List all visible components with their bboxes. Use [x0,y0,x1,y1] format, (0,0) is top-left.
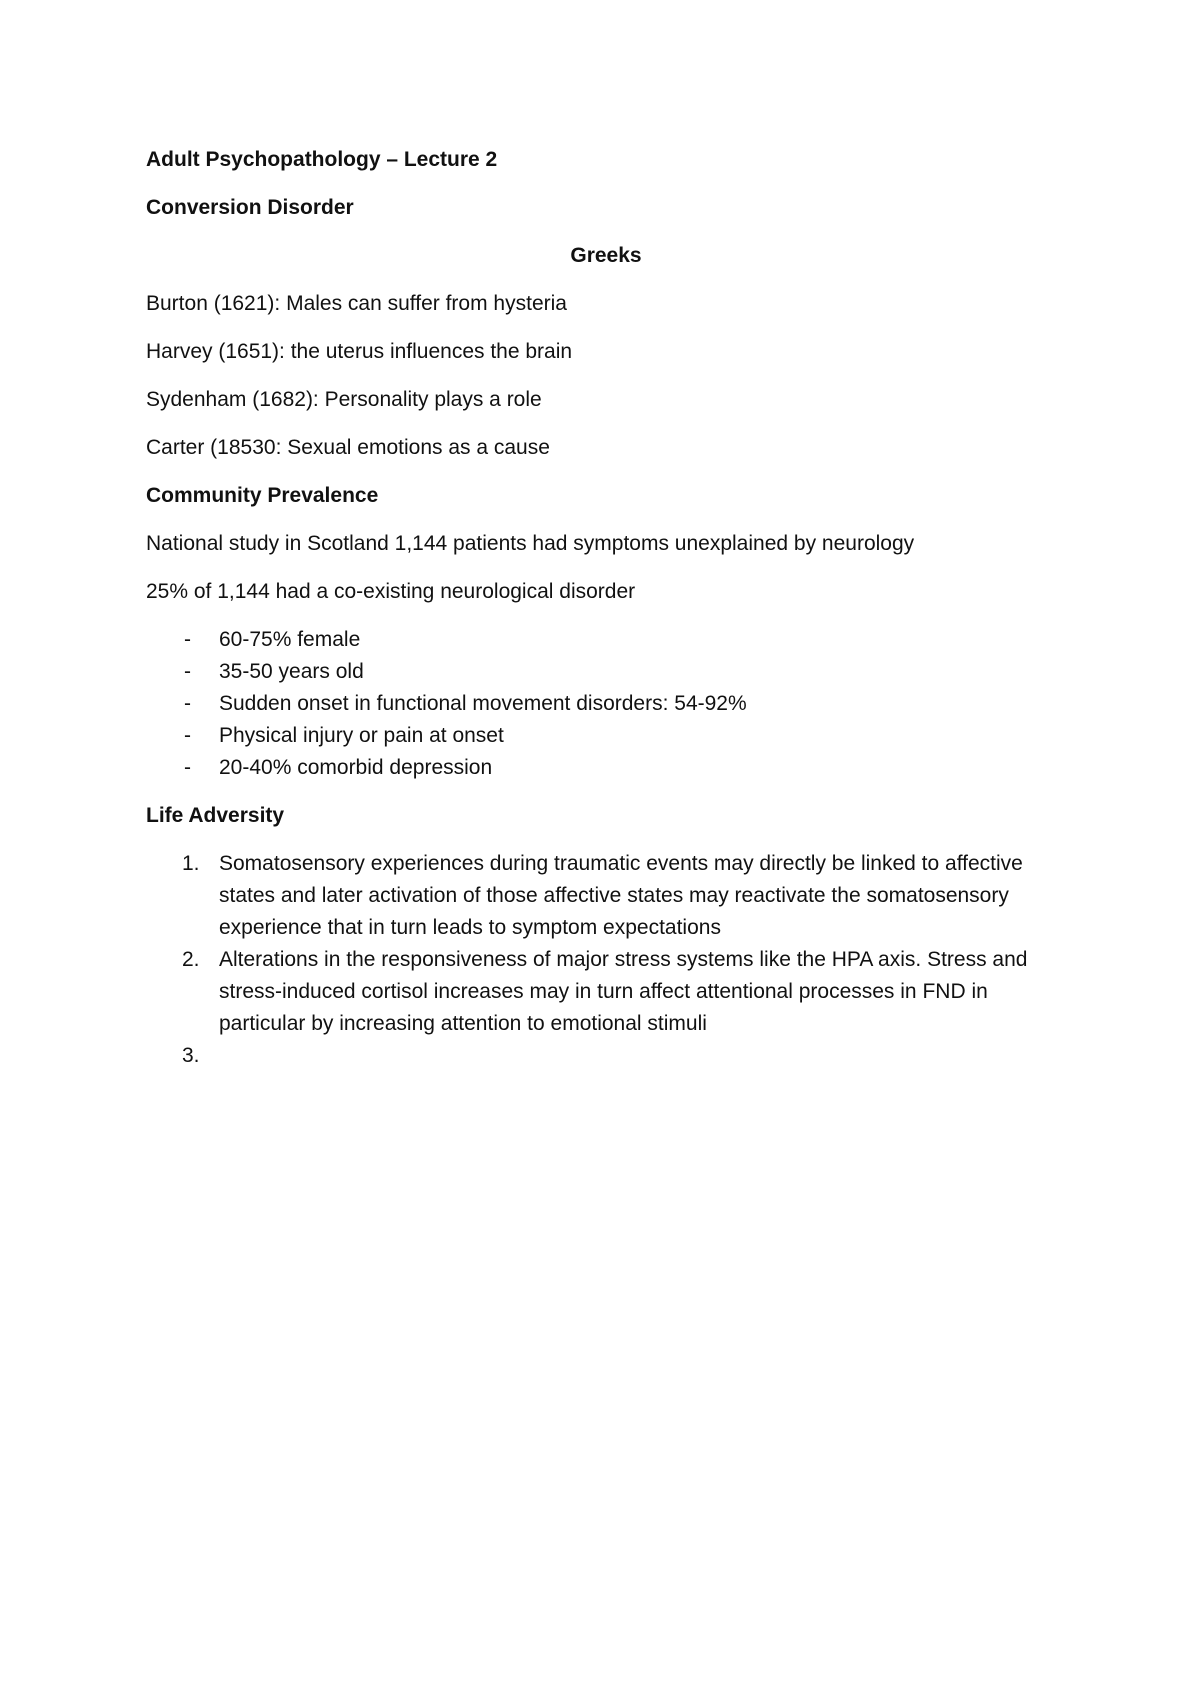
bullet-marker: - [184,724,191,747]
list-item [146,656,1066,688]
list-item-text: 35-50 years old [219,660,364,683]
list-item-text: 20-40% comorbid depression [219,756,493,779]
life-adversity-numbered-list [146,848,1066,1072]
subheading-greeks: Greeks [570,244,642,267]
prevalence-bullet-list [146,624,1066,784]
list-item [146,944,1066,1040]
bullet-marker: - [184,756,191,779]
list-number: 1. [182,852,200,875]
section-heading-conversion-disorder: Conversion Disorder [146,196,354,219]
bullet-marker: - [184,660,191,683]
list-item [146,752,1066,784]
list-number: 3. [182,1044,200,1067]
list-item [146,688,1066,720]
history-line-burton: Burton (1621): Males can suffer from hysteria [146,292,567,315]
list-number: 2. [182,948,200,971]
history-line-harvey: Harvey (1651): the uterus influences the brain [146,340,573,363]
document-body [146,144,1066,1088]
history-line-sydenham: Sydenham (1682): Personality plays a role [146,388,542,411]
prevalence-line-co-existing: 25% of 1,144 had a co-existing neurological disorder [146,580,636,603]
bullet-marker: - [184,692,191,715]
list-item-text: Alterations in the responsiveness of major stress systems like the HPA axis. Stress and stress-induced cortisol increases may in turn affect attentional processes in FND in particular by increasing attention to emotional stimuli [219,948,1028,1035]
list-item [146,720,1066,752]
section-heading-life-adversity: Life Adversity [146,804,285,827]
bullet-marker: - [184,628,191,651]
document-title: Adult Psychopathology – Lecture 2 [146,148,498,171]
section-heading-community-prevalence: Community Prevalence [146,484,379,507]
list-item [146,624,1066,656]
list-item-text: 60-75% female [219,628,361,651]
list-item-text: Somatosensory experiences during traumatic events may directly be linked to affective states and later activation of those affective states may reactivate the somatosensory experience that in turn leads to symptom expectations [219,852,1023,939]
list-item-text: Physical injury or pain at onset [219,724,504,747]
list-item [146,848,1066,944]
prevalence-line-national-study: National study in Scotland 1,144 patients had symptoms unexplained by neurology [146,532,915,555]
list-item-text: Sudden onset in functional movement disorders: 54-92% [219,692,747,715]
list-item [146,1040,1066,1072]
history-line-carter: Carter (18530: Sexual emotions as a cause [146,436,550,459]
